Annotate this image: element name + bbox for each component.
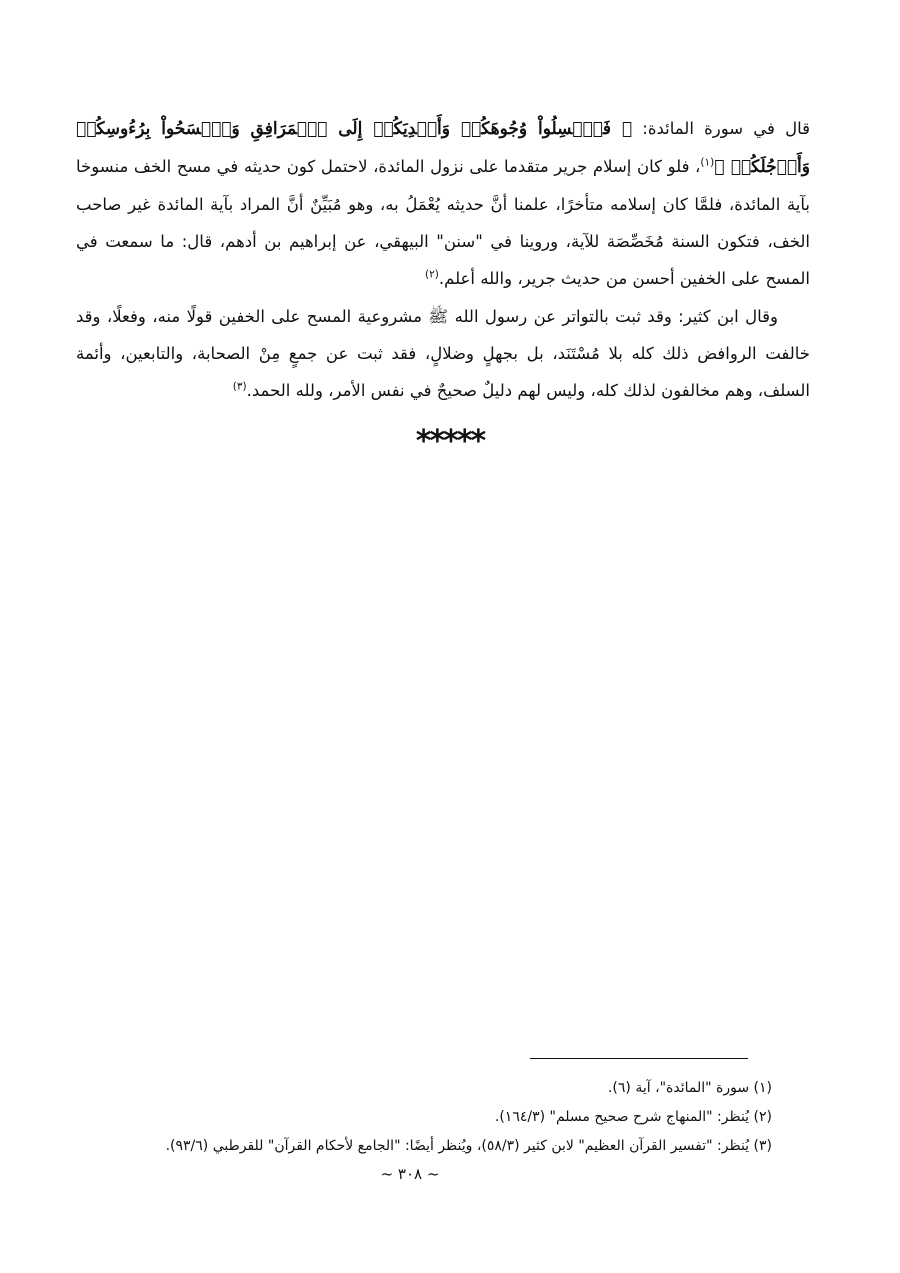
footnote-marker-3: (٣) (232, 380, 247, 393)
main-text (76, 110, 810, 409)
footnote-2: (٢) يُنظر: "المنهاج شرح صحيح مسلم" (١٦٤/٣). (494, 1109, 772, 1125)
footnote-marker-2: (٢) (425, 268, 439, 281)
paragraph-1-text: ، فلو كان إسلام جرير متقدما على نزول المائدة، لاحتمل كون حديثه في مسح الخف منسوخا بآية المائدة، فلمَّا كان إسلامه متأخرًا، علمنا أنَّ حديثه يُعْمَلُ به، وهو مُبَيِّنٌ أنَّ المراد بآية المائدة غير صاحب الخف، فتكون السنة مُخَصِّصَة للآية، وروينا في "سنن" البيهقي، عن إبراهيم بن أدهم، قال: ما سمعت في المسح على الخفين أحسن من حديث جرير، والله أعلم. (76, 157, 810, 288)
footnote-divider (530, 1058, 748, 1059)
section-separator: ***** (415, 424, 485, 459)
quran-verse: ﴿ فَٱغۡسِلُواْ وُجُوهَكُمۡ وَأَيۡدِيَكُمۡ إِلَى ٱلۡمَرَافِقِ وَٱمۡسَحُواْ بِرُءُوسِكُمۡ وَأَرۡجُلَكُمۡ ﴾ (76, 119, 810, 177)
footnote-3: (٣) يُنظر: "تفسير القرآن العظيم" لابن كثير (٥٨/٣)، ويُنظر أيضًا: "الجامع لأحكام القرآن" للقرطبي (٩٣/٦). (165, 1138, 772, 1154)
footnote-1: (١) سورة "المائدة"، آية (٦). (607, 1080, 772, 1096)
paragraph-2 (76, 298, 810, 409)
footnotes (76, 1074, 772, 1161)
paragraph-2-text: وقال ابن كثير: وقد ثبت بالتواتر عن رسول الله ﷺ مشروعية المسح على الخفين قولًا منه، وفعلًا، وقد خالفت الروافض ذلك كله بلا مُسْتَنَد، بل بجهلٍ وضلالٍ، فقد ثبت عن جمعٍ مِنْ الصحابة، والتابعين، وأئمة السلف، وهم مخالفون لذلك كله، وليس لهم دليلٌ صحيحٌ في نفس الأمر، ولله الحمد. (76, 307, 810, 400)
footnote-marker-1: (١) (700, 156, 715, 169)
paragraph-1 (76, 110, 810, 297)
paragraph-1-intro: قال في سورة المائدة: (632, 119, 810, 138)
page-number: ~ ٣٠٨ ~ (380, 1165, 440, 1183)
